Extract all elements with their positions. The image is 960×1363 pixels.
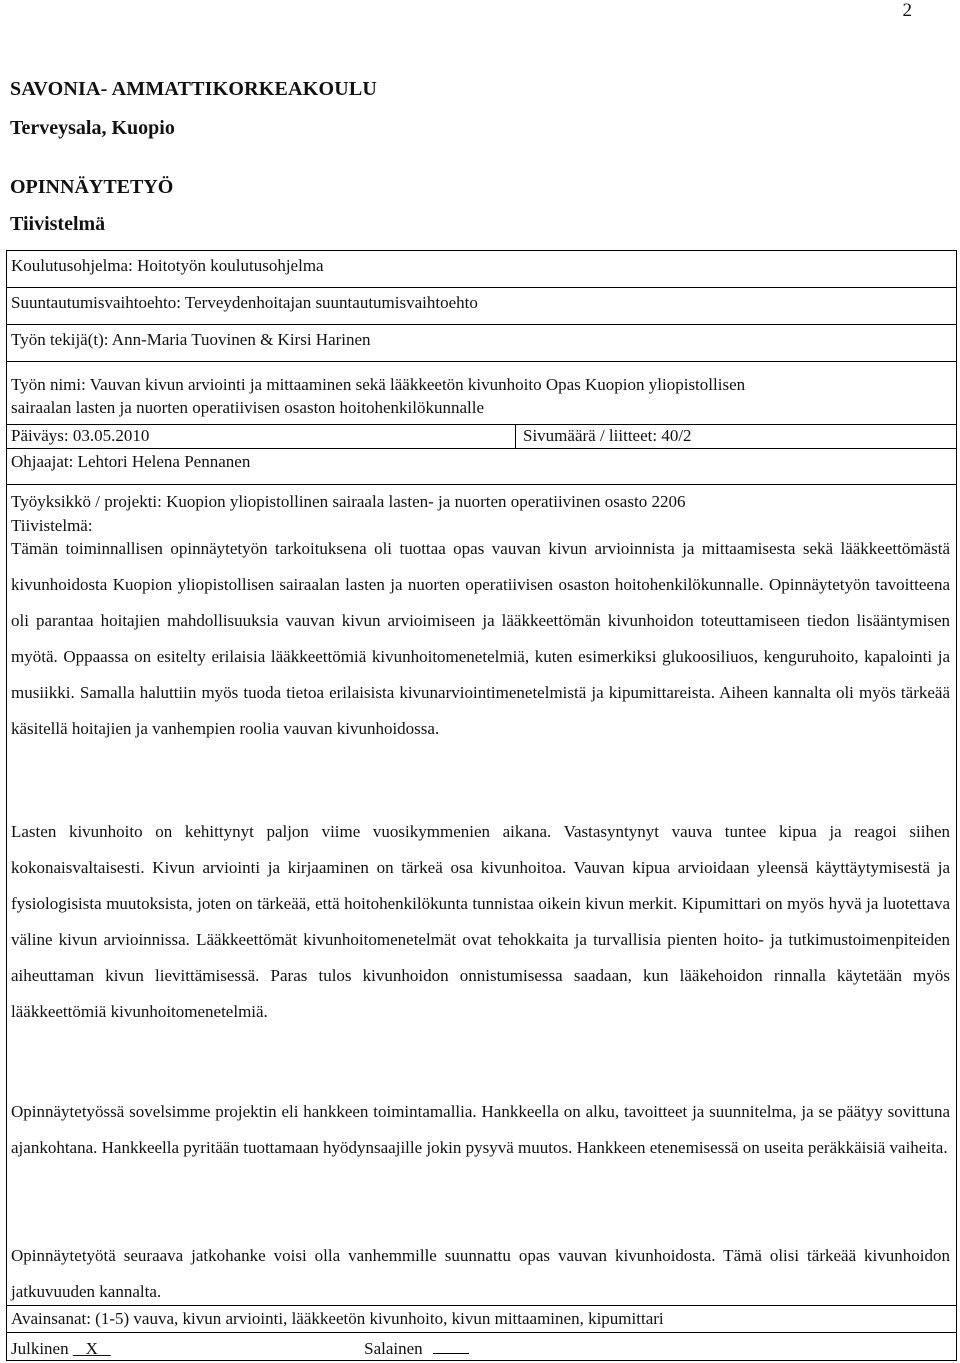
abstract-form: [6, 250, 957, 1361]
section-title: Tiivistelmä: [10, 213, 106, 235]
publicity-row: [11, 1337, 952, 1360]
public-label: Julkinen: [11, 1339, 69, 1358]
authors-field: Työn tekijä(t): Ann-Maria Tuovinen & Kirsi Harinen: [11, 330, 371, 349]
pages-field: Sivumäärä / liitteet: 40/2: [523, 426, 692, 445]
work-title-line-1: Työn nimi: Vauvan kivun arviointi ja mittaaminen sekä lääkkeetön kivunhoito Opas Kuopion yliopistollisen: [11, 375, 746, 394]
document-type: OPINNÄYTETYÖ: [10, 176, 174, 198]
abstract-paragraph-4: Opinnäytetyötä seuraava jatkohanke voisi olla vanhemmille suunnattu opas vauvan kivunhoidosta. Tämä olisi tärkeää kivunhoidon jatkuvuuden kannalta.: [11, 1246, 950, 1301]
abstract-paragraph-3: Opinnäytetyössä sovelsimme projektin eli hankkeen toimintamallia. Hankkeella on alku, tavoitteet ja suunnitelma, ja se päätyy sovittuna ajankohtana. Hankkeella pyritään tuottamaan hyödynsaajille jokin pysyvä muutos. Hankkeen etenemisessä on useita peräkkäisiä vaiheita.: [11, 1102, 950, 1157]
secret-blank: [433, 1339, 469, 1354]
orientation-field: Suuntautumisvaihtoehto: Terveydenhoitajan suuntautumisvaihtoehto: [11, 293, 478, 312]
secret-label: Salainen: [364, 1339, 423, 1358]
abstract-label: Tiivistelmä:: [11, 516, 93, 535]
school-name: SAVONIA- AMMATTIKORKEAKOULU: [10, 78, 378, 100]
keywords-field: Avainsanat: (1-5) vauva, kivun arviointi, lääkkeetön kivunhoito, kivun mittaaminen, kipumittari: [11, 1309, 664, 1328]
public-mark: _X_: [72, 1339, 111, 1358]
supervisors-field: Ohjaajat: Lehtori Helena Pennanen: [11, 452, 251, 471]
abstract-paragraph-1: Tämän toiminnallisen opinnäytetyön tarkoituksena oli tuottaa opas vauvan kivun arvioinnista ja mittaamisesta sekä lääkkeettömästä kivunhoidosta Kuopion yliopistollisen sairaalan lasten ja nuorten operatiivisen osaston hoitohenkilökunnalle. Opinnäytetyön tavoitteena oli parantaa hoitajien mahdollisuuksia vauvan kivun arvioimiseen ja lääkkeettömän kivunhoidon toteuttamiseen tiedon lisääntymisen myötä. Oppaassa on esitelty erilaisia lääkkeettömiä kivunhoitomenetelmiä, kuten esimerkiksi glukoosiliuos, kenguruhoito, kapalointi ja musiikki. Samalla haluttiin myös tuoda tietoa erilaisista kivunarviointimenetelmistä ja kipumittareista. Aiheen kannalta oli myös tärkeää käsitellä hoitajien ja vanhempien roolia vauvan kivunhoidossa.: [11, 539, 950, 738]
work-title-line-2: sairaalan lasten ja nuorten operatiivisen osaston hoitohenkilökunnalle: [11, 398, 485, 417]
public-value: X: [85, 1339, 98, 1358]
program-field: Koulutusohjelma: Hoitotyön koulutusohjelma: [11, 256, 324, 275]
page-number: 2: [902, 0, 912, 21]
unit-field: Työyksikkö / projekti: Kuopion yliopistollinen sairaala lasten- ja nuorten operatiivinen osasto 2206: [11, 492, 686, 511]
abstract-paragraph-2: Lasten kivunhoito on kehittynyt paljon viime vuosikymmenien aikana. Vastasyntynyt vauva tuntee kipua ja reagoi siihen kokonaisvaltaisesti. Kivun arviointi ja kirjaaminen on tärkeä osa kivunhoitoa. Vauvan kipua arvioidaan yleensä käyttäytymisestä ja fysiologisista muutoksista, joten on tärkeää, että hoitohenkilökunta tunnistaa oikein kivun merkit. Kipumittari on myös hyvä ja luotettava väline kivun arvioinnissa. Lääkkeettömät kivunhoitomenetelmät ovat tehokkaita ja turvallisia pienten hoito- ja tutkimustoimenpiteiden aiheuttaman kivun lievittämisessä. Paras tulos kivunhoidon onnistumisessa saadaan, kun lääkehoidon rinnalla käytetään myös lääkkeettömiä kivunhoitomenetelmiä.: [11, 822, 950, 1021]
field-name: Terveysala, Kuopio: [10, 117, 175, 139]
date-field: Päiväys: 03.05.2010: [11, 426, 150, 445]
